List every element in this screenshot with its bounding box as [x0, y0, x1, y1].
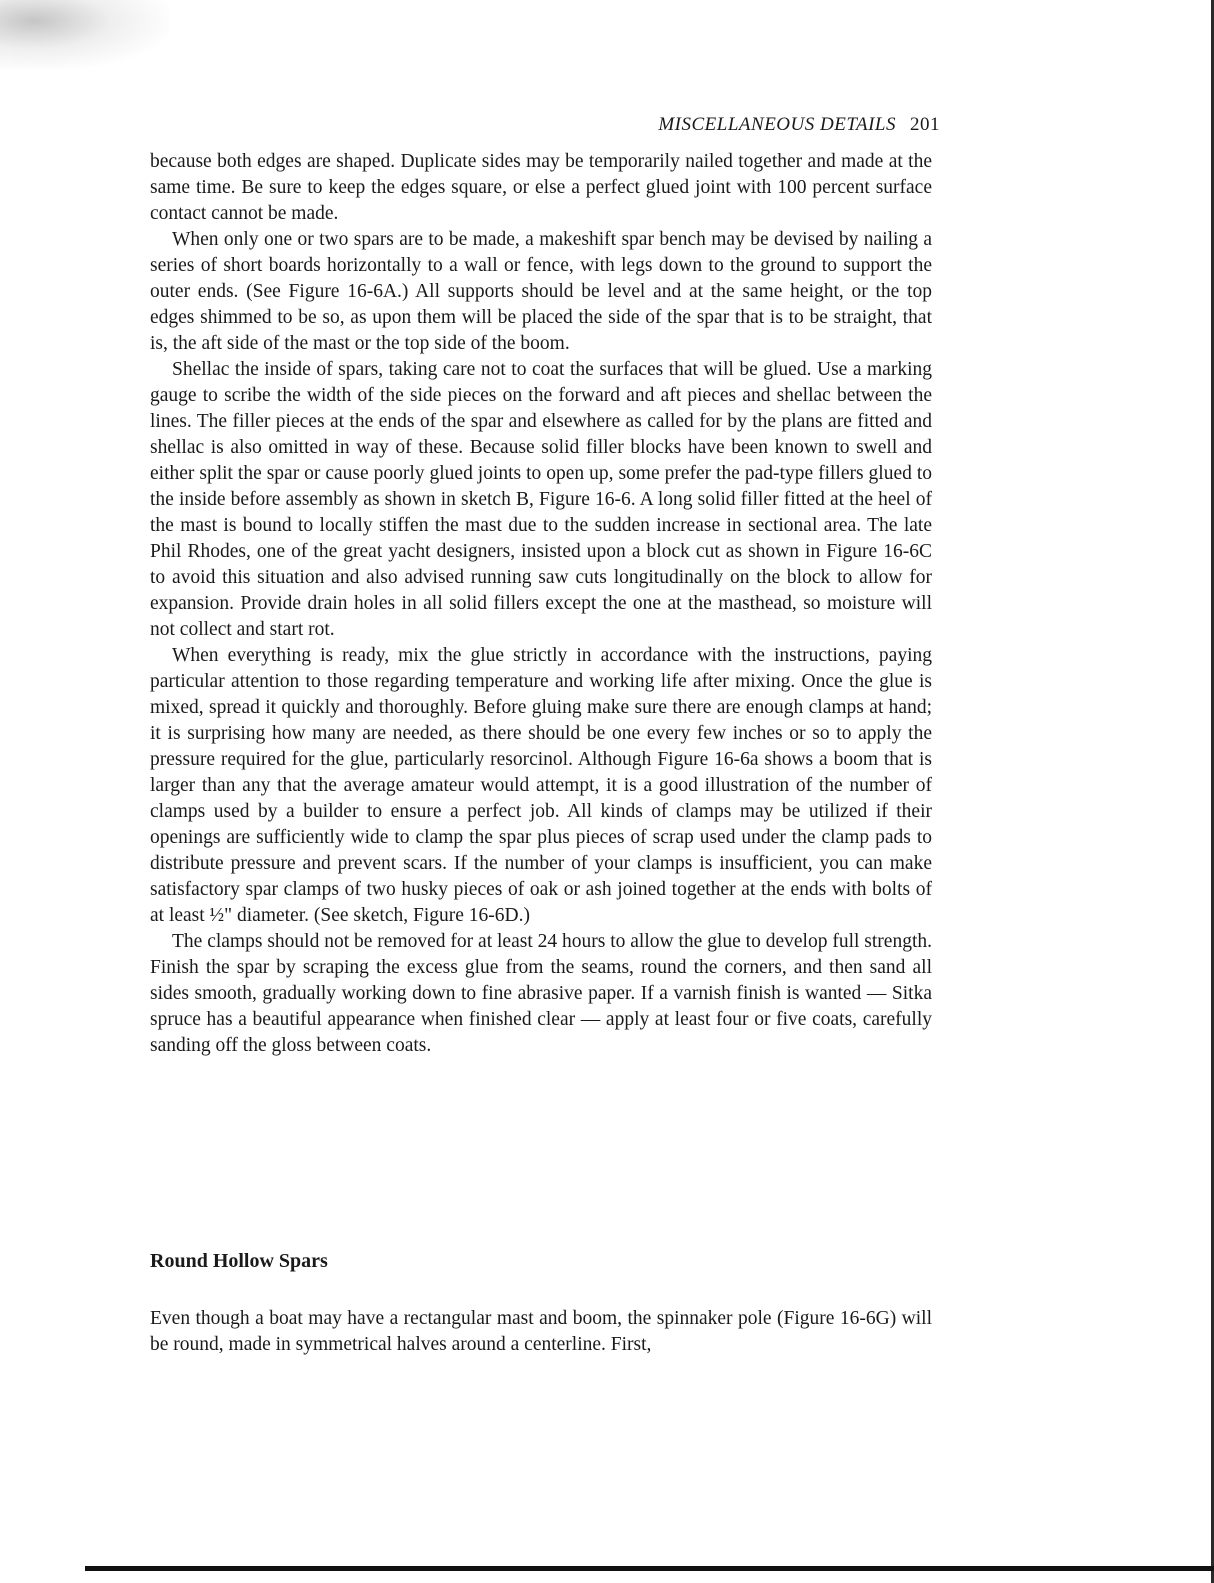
body-text [150, 149, 932, 1059]
paragraph-3: Shellac the inside of spars, taking care not to coat the surfaces that will be glued. Use a marking gauge to scribe the width of the side pieces on the forward and aft pieces and shellac between the lines. The filler pieces at the ends of the spar and elsewhere as called for by the plans are fitted and shellac is also omitted in way of these. Because solid filler blocks have been known to swell and either split the spar or cause poorly glued joints to open up, some prefer the pad-type fillers glued to the inside before assembly as shown in sketch B, Figure 16-6. A long solid filler fitted at the heel of the mast is bound to locally stiffen the mast due to the sudden increase in sectional area. The late Phil Rhodes, one of the great yacht designers, insisted upon a block cut as shown in Figure 16-6C to avoid this situation and also advised running saw cuts longitudinally on the block to allow for expansion. Provide drain holes in all solid fillers except the one at the masthead, so moisture will not collect and start rot. [150, 359, 932, 640]
paragraph-2: When only one or two spars are to be made, a makeshift spar bench may be devised by nailing a series of short boards horizontally to a wall or fence, with legs down to the ground to support the outer ends. (See Figure 16-6A.) All supports should be level and at the same height, or the top edges shimmed to be so, as upon them will be placed the side of the spar that is to be straight, that is, the aft side of the mast or the top side of the boom. [150, 229, 932, 354]
page-bottom-edge [85, 1566, 1214, 1571]
section-heading: Round Hollow Spars [150, 1250, 328, 1272]
running-title: MISCELLANEOUS DETAILS [658, 114, 896, 135]
scan-smudge [0, 0, 170, 70]
paragraph-5: The clamps should not be removed for at least 24 hours to allow the glue to develop full strength. Finish the spar by scraping the excess glue from the seams, round the corners, and then sand all sides smooth, gradually working down to fine abrasive paper. If a varnish finish is wanted — Sitka spruce has a beautiful appearance when finished clear — apply at least four or five coats, carefully sanding off the gloss between coats. [150, 931, 932, 1056]
paragraph-4: When everything is ready, mix the glue strictly in accordance with the instructions, paying particular attention to those regarding temperature and working life after mixing. Once the glue is mixed, spread it quickly and thoroughly. Before gluing make sure there are enough clamps at hand; it is surprising how many are needed, as there should be one every few inches or so to apply the pressure required for the glue, particularly resorcinol. Although Figure 16-6a shows a boom that is larger than any that the average amateur would attempt, it is a good illustration of the number of clamps used by a builder to ensure a perfect job. All kinds of clamps may be utilized if their openings are sufficiently wide to clamp the spar plus pieces of scrap used under the clamp pads to distribute pressure and prevent scars. If the number of your clamps is insufficient, you can make satisfactory spar clamps of two husky pieces of oak or ash joined together at the ends with bolts of at least ½" diameter. (See sketch, Figure 16-6D.) [150, 645, 932, 926]
running-head [658, 114, 940, 136]
paragraph-1: because both edges are shaped. Duplicate sides may be temporarily nailed together and made at the same time. Be sure to keep the edges square, or else a perfect glued joint with 100 percent surface contact cannot be made. [150, 151, 932, 224]
page-number: 201 [910, 114, 940, 135]
section-paragraph: Even though a boat may have a rectangular mast and boom, the spinnaker pole (Figure 16-6G) will be round, made in symmetrical halves around a centerline. First, [150, 1308, 932, 1355]
section-text [150, 1306, 932, 1358]
